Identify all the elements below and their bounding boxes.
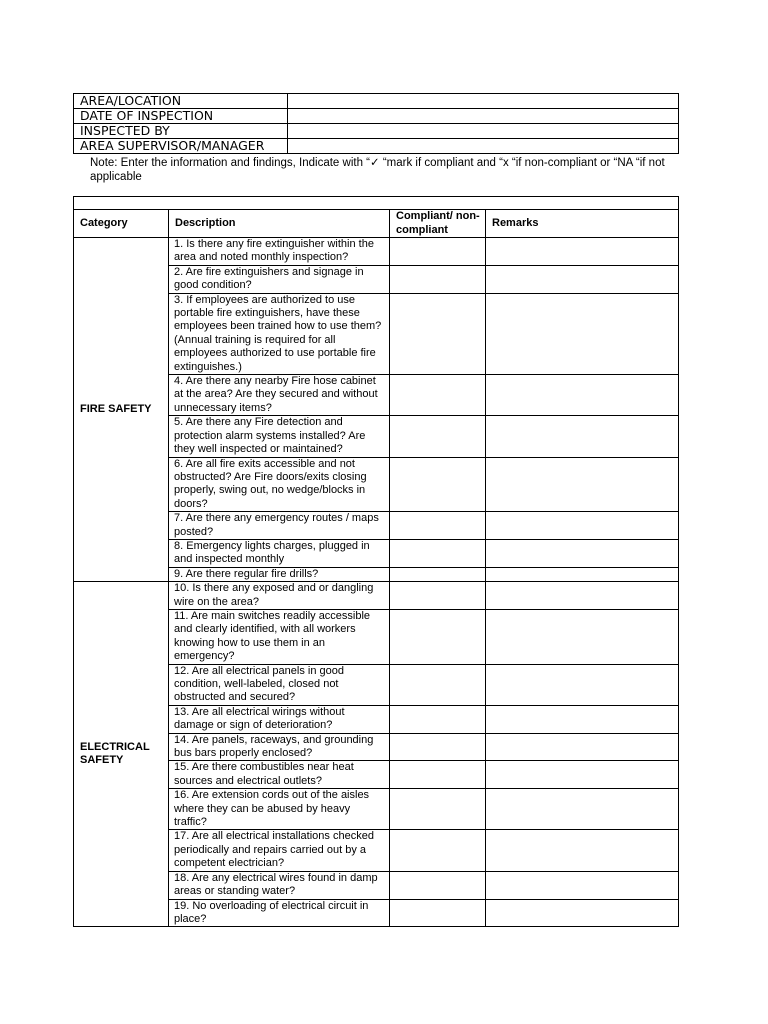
compliance-cell[interactable] [390, 830, 486, 871]
remarks-cell[interactable] [486, 457, 679, 512]
compliance-cell[interactable] [390, 265, 486, 293]
info-row-area-supervisor [74, 139, 679, 154]
remarks-cell[interactable] [486, 609, 679, 664]
checklist-item-description: 10. Is there any exposed and or dangling wire on the area? [169, 582, 390, 610]
inspected-by-field[interactable] [288, 124, 679, 139]
remarks-cell[interactable] [486, 830, 679, 871]
area-location-field[interactable] [288, 94, 679, 109]
compliance-cell[interactable] [390, 293, 486, 374]
checklist-item-description: 19. No overloading of electrical circuit in place? [169, 899, 390, 927]
instruction-note: Note: Enter the information and findings, Indicate with “✓ “mark if compliant and “x “if non-compliant or “NA “if not applicable [90, 157, 665, 183]
remarks-cell[interactable] [486, 733, 679, 761]
compliance-cell[interactable] [390, 609, 486, 664]
remarks-cell[interactable] [486, 238, 679, 266]
compliance-cell[interactable] [390, 582, 486, 610]
checklist-item-description: 3. If employees are authorized to use portable fire extinguishers, have these employees been trained how to use them? (Annual training is required for all employees authorized to use portable fire extinguishes.) [169, 293, 390, 374]
remarks-cell[interactable] [486, 789, 679, 830]
remarks-cell[interactable] [486, 705, 679, 733]
info-row-date-of-inspection [74, 109, 679, 124]
area-supervisor-label: AREA SUPERVISOR/MANAGER [74, 139, 288, 154]
checklist-item-description: 7. Are there any emergency routes / maps posted? [169, 512, 390, 540]
checklist-item-description: 5. Are there any Fire detection and protection alarm systems installed? Are they well inspected or maintained? [169, 416, 390, 457]
compliance-cell[interactable] [390, 789, 486, 830]
compliance-cell[interactable] [390, 567, 486, 581]
electrical-safety-category-cell: ELECTRICAL SAFETY [74, 582, 169, 927]
remarks-cell[interactable] [486, 375, 679, 416]
fire-safety-category-cell: FIRE SAFETY [74, 238, 169, 582]
compliance-cell[interactable] [390, 238, 486, 266]
checklist-item-description: 6. Are all fire exits accessible and not obstructed? Are Fire doors/exits closing properly, swing out, no wedge/blocks in doors? [169, 457, 390, 512]
remarks-cell[interactable] [486, 539, 679, 567]
column-header-row [74, 210, 679, 238]
checklist-item-description: 17. Are all electrical installations checked periodically and repairs carried out by a competent electrician? [169, 830, 390, 871]
compliance-cell[interactable] [390, 539, 486, 567]
compliance-column-header: Compliant/ non-compliant [390, 210, 486, 238]
checklist-item-description: 14. Are panels, raceways, and grounding bus bars properly enclosed? [169, 733, 390, 761]
compliance-cell[interactable] [390, 705, 486, 733]
compliance-cell[interactable] [390, 899, 486, 927]
compliance-cell[interactable] [390, 761, 486, 789]
checklist-item-description: 2. Are fire extinguishers and signage in good condition? [169, 265, 390, 293]
remarks-column-header: Remarks [486, 210, 679, 238]
compliance-cell[interactable] [390, 457, 486, 512]
remarks-cell[interactable] [486, 761, 679, 789]
info-row-area-location [74, 94, 679, 109]
description-column-header: Description [169, 210, 390, 238]
compliance-cell[interactable] [390, 871, 486, 899]
compliance-cell[interactable] [390, 375, 486, 416]
remarks-cell[interactable] [486, 265, 679, 293]
checklist-item-description: 4. Are there any nearby Fire hose cabinet at the area? Are they secured and without unnecessary items? [169, 375, 390, 416]
remarks-cell[interactable] [486, 582, 679, 610]
compliance-cell[interactable] [390, 664, 486, 705]
checklist-item-description: 8. Emergency lights charges, plugged in and inspected monthly [169, 539, 390, 567]
checklist-item-description: 9. Are there regular fire drills? [169, 567, 390, 581]
remarks-cell[interactable] [486, 512, 679, 540]
remarks-cell[interactable] [486, 416, 679, 457]
checklist-item-description: 13. Are all electrical wirings without damage or sign of deterioration? [169, 705, 390, 733]
checklist-row [74, 238, 679, 266]
checklist-item-description: 1. Is there any fire extinguisher within the area and noted monthly inspection? [169, 238, 390, 266]
checklist-item-description: 18. Are any electrical wires found in damp areas or standing water? [169, 871, 390, 899]
safety-checklist-table [73, 196, 679, 927]
checklist-row [74, 582, 679, 610]
inspection-info-table [73, 93, 679, 154]
area-location-label: AREA/LOCATION [74, 94, 288, 109]
date-of-inspection-field[interactable] [288, 109, 679, 124]
checklist-item-description: 15. Are there combustibles near heat sources and electrical outlets? [169, 761, 390, 789]
area-supervisor-field[interactable] [288, 139, 679, 154]
info-row-inspected-by [74, 124, 679, 139]
blank-header-row [74, 197, 679, 210]
checklist-item-description: 11. Are main switches readily accessible and clearly identified, with all workers knowing how to use them in an emergency? [169, 609, 390, 664]
remarks-cell[interactable] [486, 899, 679, 927]
compliance-cell[interactable] [390, 416, 486, 457]
remarks-cell[interactable] [486, 871, 679, 899]
inspected-by-label: INSPECTED BY [74, 124, 288, 139]
compliance-cell[interactable] [390, 733, 486, 761]
remarks-cell[interactable] [486, 664, 679, 705]
checklist-item-description: 16. Are extension cords out of the aisles where they can be abused by heavy traffic? [169, 789, 390, 830]
remarks-cell[interactable] [486, 293, 679, 374]
remarks-cell[interactable] [486, 567, 679, 581]
checklist-item-description: 12. Are all electrical panels in good condition, well-labeled, closed not obstructed and secured? [169, 664, 390, 705]
date-of-inspection-label: DATE OF INSPECTION [74, 109, 288, 124]
compliance-cell[interactable] [390, 512, 486, 540]
category-column-header: Category [74, 210, 169, 238]
